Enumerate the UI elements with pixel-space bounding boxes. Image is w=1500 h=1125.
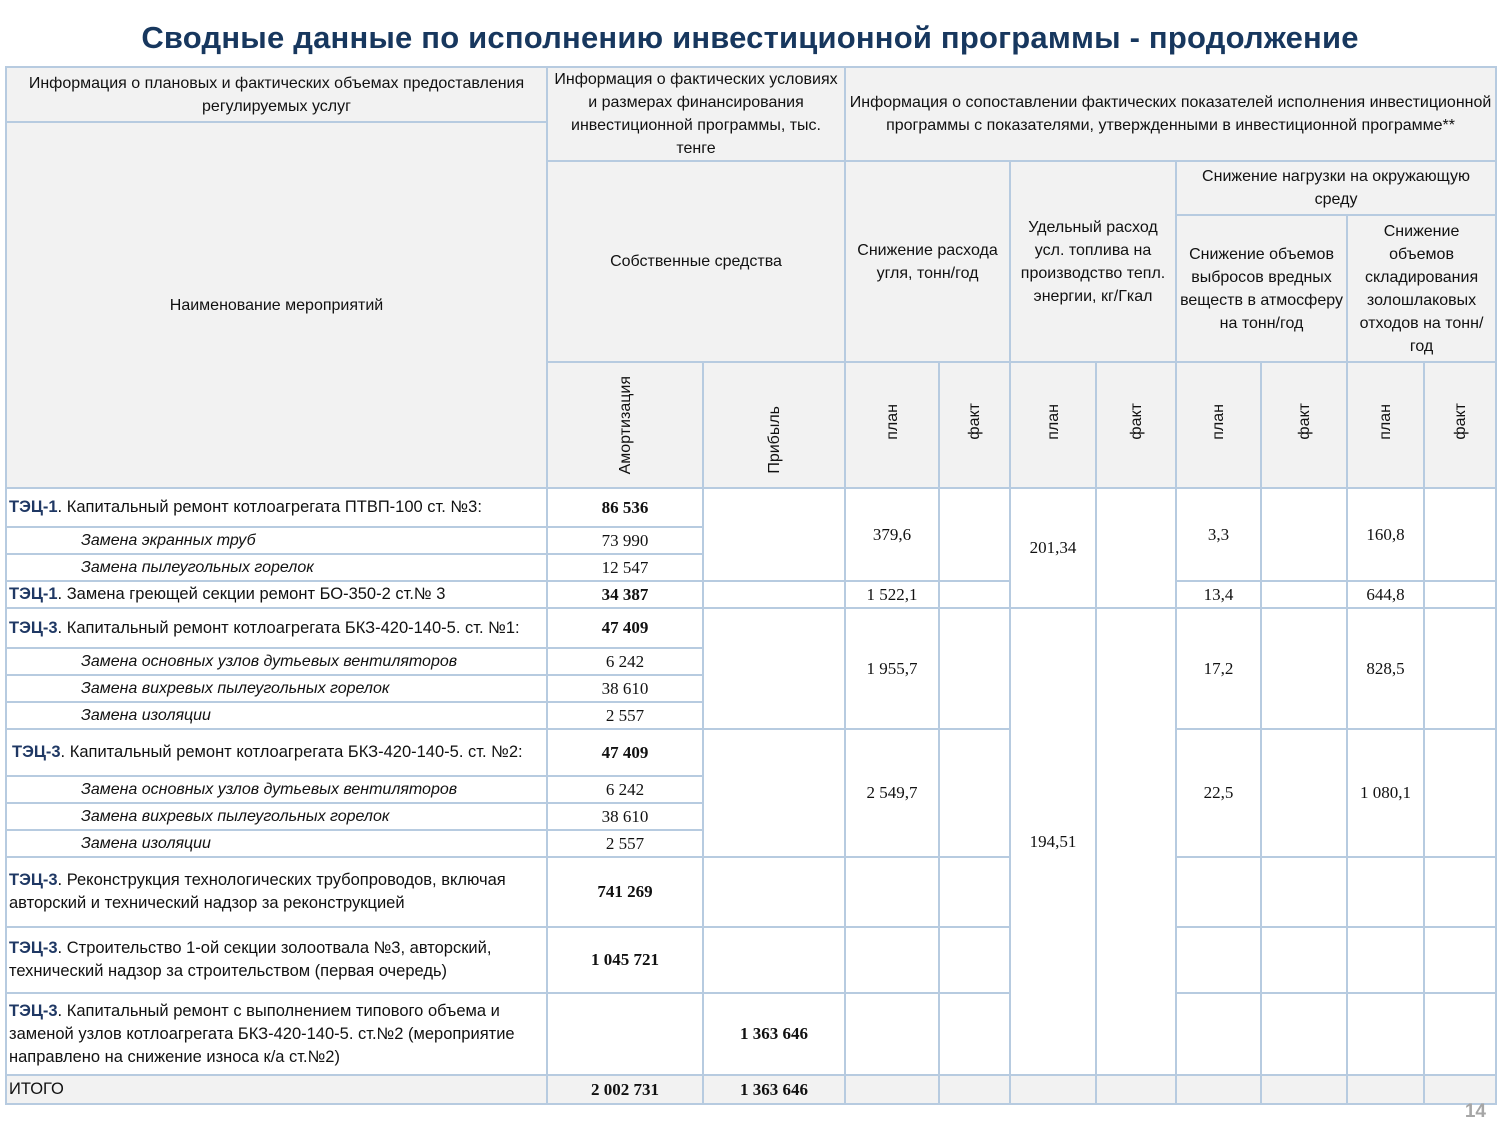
row-name: ТЭЦ-3. Капитальный ремонт котлоагрегата БКЗ-420-140-5. ст. №2: xyxy=(6,729,547,776)
row-name: ТЭЦ-3. Капитальный ремонт котлоагрегата БКЗ-420-140-5. ст. №1: xyxy=(6,608,547,648)
row-name: Замена пылеугольных горелок xyxy=(6,554,547,581)
emissions-fact-cell xyxy=(1261,927,1347,993)
ash-fact-cell xyxy=(1424,608,1496,729)
coal-fact-cell xyxy=(939,729,1010,857)
amortization-cell: 1 045 721 xyxy=(547,927,703,993)
amortization-cell: 73 990 xyxy=(547,527,703,554)
total-profit: 1 363 646 xyxy=(703,1075,845,1104)
coal-plan-cell xyxy=(845,993,939,1075)
ash-fact-cell xyxy=(1424,993,1496,1075)
ash-fact-cell xyxy=(1424,857,1496,927)
emissions-fact-cell xyxy=(1261,993,1347,1075)
ash-plan-cell xyxy=(1347,927,1424,993)
row-name: ТЭЦ-3. Реконструкция технологических трубопроводов, включая авторский и технический надзор за реконструкцией xyxy=(6,857,547,927)
fuel-plan-cell: 194,51 xyxy=(1010,608,1096,1075)
amortization-cell: 47 409 xyxy=(547,608,703,648)
total-ash-plan xyxy=(1347,1075,1424,1104)
coal-fact-cell xyxy=(939,608,1010,729)
emissions-plan-cell: 22,5 xyxy=(1176,729,1261,857)
ash-plan-cell: 644,8 xyxy=(1347,581,1424,608)
total-label: ИТОГО xyxy=(6,1075,547,1104)
total-coal-fact xyxy=(939,1075,1010,1104)
header-emissions: Снижение объемов выбросов вредных веществ в атмосферу на тонн/год xyxy=(1176,215,1347,362)
table-row xyxy=(6,488,1496,527)
row-name: Замена вихревых пылеугольных горелок xyxy=(6,803,547,830)
fuel-fact-cell xyxy=(1096,488,1176,608)
ash-fact-cell xyxy=(1424,927,1496,993)
header-coal-fact: факт xyxy=(939,362,1010,488)
amortization-cell: 34 387 xyxy=(547,581,703,608)
row-name: Замена изоляции xyxy=(6,702,547,729)
coal-plan-cell xyxy=(845,857,939,927)
header-environment: Снижение нагрузки на окружающую среду xyxy=(1176,161,1496,215)
amortization-cell: 741 269 xyxy=(547,857,703,927)
header-profit: Прибыль xyxy=(703,362,845,488)
amortization-cell xyxy=(547,993,703,1075)
emissions-fact-cell xyxy=(1261,857,1347,927)
emissions-fact-cell xyxy=(1261,581,1347,608)
profit-cell xyxy=(703,729,845,857)
header-plan-fact-info: Информация о плановых и фактических объемах предоставления регулируемых услуг xyxy=(6,67,547,122)
emissions-plan-cell xyxy=(1176,927,1261,993)
row-name: ТЭЦ-1. Замена греющей секции ремонт БО-350-2 ст.№ 3 xyxy=(6,581,547,608)
row-name: ТЭЦ-3. Капитальный ремонт с выполнением типового объема и заменой узлов котлоагрегата БКЗ-420-140-5. ст.№2 (мероприятие направлено на снижение износа к/а ст.№2) xyxy=(6,993,547,1075)
header-event-name: Наименование мероприятий xyxy=(6,122,547,488)
header-ash-plan: план xyxy=(1347,362,1424,488)
header-emissions-plan: план xyxy=(1176,362,1261,488)
total-amortization: 2 002 731 xyxy=(547,1075,703,1104)
amortization-cell: 6 242 xyxy=(547,648,703,675)
header-coal-plan: план xyxy=(845,362,939,488)
ash-fact-cell xyxy=(1424,729,1496,857)
emissions-fact-cell xyxy=(1261,729,1347,857)
ash-plan-cell: 1 080,1 xyxy=(1347,729,1424,857)
header-fuel-plan: план xyxy=(1010,362,1096,488)
profit-cell xyxy=(703,857,845,927)
profit-cell xyxy=(703,927,845,993)
table-row xyxy=(6,857,1496,927)
ash-fact-cell xyxy=(1424,581,1496,608)
row-name: ТЭЦ-1. Капитальный ремонт котлоагрегата ПТВП-100 ст. №3: xyxy=(6,488,547,527)
page-number: 14 xyxy=(1464,1101,1486,1122)
header-own-funds: Собственные средства xyxy=(547,161,845,362)
fuel-plan-cell: 201,34 xyxy=(1010,488,1096,608)
amortization-cell: 47 409 xyxy=(547,729,703,776)
amortization-cell: 6 242 xyxy=(547,776,703,803)
table-row xyxy=(6,608,1496,648)
table-row xyxy=(6,993,1496,1075)
coal-plan-cell xyxy=(845,927,939,993)
coal-plan-cell: 1 522,1 xyxy=(845,581,939,608)
table-row xyxy=(6,581,1496,608)
emissions-plan-cell: 3,3 xyxy=(1176,488,1261,581)
page-title: Сводные данные по исполнению инвестиционной программы - продолжение xyxy=(141,20,1359,55)
profit-cell xyxy=(703,488,845,581)
emissions-plan-cell xyxy=(1176,857,1261,927)
profit-cell xyxy=(703,581,845,608)
total-emissions-plan xyxy=(1176,1075,1261,1104)
amortization-cell: 2 557 xyxy=(547,830,703,857)
ash-plan-cell: 160,8 xyxy=(1347,488,1424,581)
profit-cell xyxy=(703,608,845,729)
profit-cell: 1 363 646 xyxy=(703,993,845,1075)
total-ash-fact xyxy=(1424,1075,1496,1104)
coal-fact-cell xyxy=(939,927,1010,993)
row-name: Замена экранных труб xyxy=(6,527,547,554)
coal-fact-cell xyxy=(939,581,1010,608)
emissions-plan-cell xyxy=(1176,993,1261,1075)
header-ash-fact: факт xyxy=(1424,362,1496,488)
header-ash: Снижение объемов складирования золошлаковых отходов на тонн/год xyxy=(1347,215,1496,362)
total-emissions-fact xyxy=(1261,1075,1347,1104)
coal-plan-cell: 2 549,7 xyxy=(845,729,939,857)
header-fuel: Удельный расход усл. топлива на производство тепл. энергии, кг/Гкал xyxy=(1010,161,1176,362)
table-row xyxy=(6,927,1496,993)
fuel-fact-cell xyxy=(1096,608,1176,1075)
row-name: ТЭЦ-3. Строительство 1-ой секции золоотвала №3, авторский, технический надзор за строительством (первая очередь) xyxy=(6,927,547,993)
ash-plan-cell xyxy=(1347,993,1424,1075)
coal-fact-cell xyxy=(939,993,1010,1075)
total-row xyxy=(6,1075,1496,1104)
header-amortization: Амортизация xyxy=(547,362,703,488)
amortization-cell: 38 610 xyxy=(547,803,703,830)
row-name: Замена изоляции xyxy=(6,830,547,857)
coal-fact-cell xyxy=(939,488,1010,581)
row-name: Замена основных узлов дутьевых вентиляторов xyxy=(6,776,547,803)
header-emissions-fact: факт xyxy=(1261,362,1347,488)
emissions-fact-cell xyxy=(1261,488,1347,581)
total-fuel-plan xyxy=(1010,1075,1096,1104)
ash-plan-cell: 828,5 xyxy=(1347,608,1424,729)
emissions-fact-cell xyxy=(1261,608,1347,729)
header-fuel-fact: факт xyxy=(1096,362,1176,488)
row-name: Замена основных узлов дутьевых вентиляторов xyxy=(6,648,547,675)
investment-table xyxy=(5,66,1497,1105)
ash-fact-cell xyxy=(1424,488,1496,581)
amortization-cell: 38 610 xyxy=(547,675,703,702)
emissions-plan-cell: 13,4 xyxy=(1176,581,1261,608)
header-coal: Снижение расхода угля, тонн/год xyxy=(845,161,1010,362)
row-name: Замена вихревых пылеугольных горелок xyxy=(6,675,547,702)
amortization-cell: 86 536 xyxy=(547,488,703,527)
amortization-cell: 2 557 xyxy=(547,702,703,729)
header-financing-info: Информация о фактических условиях и размерах финансирования инвестиционной программы, тыс. тенге xyxy=(547,67,845,161)
coal-fact-cell xyxy=(939,857,1010,927)
table-row xyxy=(6,729,1496,776)
coal-plan-cell: 1 955,7 xyxy=(845,608,939,729)
header-comparison-info: Информация о сопоставлении фактических показателей исполнения инвестиционной программы с показателями, утвержденными в инвестиционной программе** xyxy=(845,67,1496,161)
total-fuel-fact xyxy=(1096,1075,1176,1104)
coal-plan-cell: 379,6 xyxy=(845,488,939,581)
ash-plan-cell xyxy=(1347,857,1424,927)
amortization-cell: 12 547 xyxy=(547,554,703,581)
total-coal-plan xyxy=(845,1075,939,1104)
emissions-plan-cell: 17,2 xyxy=(1176,608,1261,729)
